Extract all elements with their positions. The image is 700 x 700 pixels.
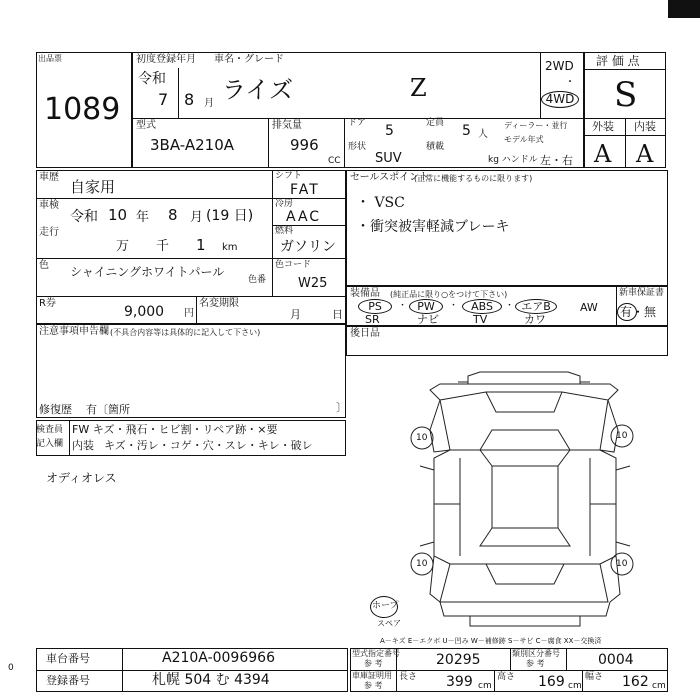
tire-fr: 10 — [616, 431, 628, 441]
notes-box — [36, 324, 346, 418]
name-change-day: 日 — [332, 308, 343, 321]
selling-sub: (正常に機能するものに限ります) — [414, 174, 533, 183]
equip-aw: AW — [580, 301, 598, 314]
cert-ref: 参 考 — [364, 681, 383, 690]
equipment-sub: (純正品に限り○をつけて下さい) — [390, 290, 508, 299]
manual-value: 有・無 — [620, 305, 657, 319]
door-label: ドア — [348, 118, 366, 128]
height-label: 高さ — [497, 672, 516, 682]
interior-grade: A — [636, 140, 654, 168]
top-left-label: 出品票 — [38, 54, 62, 63]
shape-value: SUV — [375, 151, 402, 166]
color-no-label: 色番 — [248, 275, 267, 285]
later-box — [346, 326, 668, 356]
later-label: 後日品 — [350, 328, 380, 339]
history-value: 自家用 — [70, 178, 116, 196]
handle-value: 左・右 — [540, 154, 573, 167]
model-value: 3BA-A210A — [150, 136, 235, 154]
ac-label: 冷房 — [275, 199, 294, 209]
category-value: 0004 — [598, 652, 634, 668]
displacement-value: 996 — [290, 136, 319, 154]
kg-handle-label: kg ハンドル — [488, 155, 538, 165]
cc-unit: CC — [328, 156, 341, 166]
car-name: ライズ — [222, 76, 294, 104]
fuel-value: ガソリン — [280, 239, 336, 255]
equip-tv: TV — [473, 313, 488, 326]
capacity-label: 定員 — [426, 118, 445, 128]
mileage-man: 万 — [116, 239, 130, 254]
height-value: 169 — [538, 674, 565, 690]
notes-label: 注意事項申告欄 — [39, 326, 109, 337]
first-reg-label: 初度登録年月 — [136, 54, 196, 65]
drive-4wd: 4WD — [541, 91, 579, 108]
model-year-label: モデル年式 — [504, 135, 544, 144]
drive-2wd: 2WD — [545, 59, 574, 73]
width-unit: cm — [652, 681, 666, 691]
designation-label: 型式指定番号 — [352, 649, 400, 658]
repair-close: 〕 — [336, 401, 347, 414]
repair-label: 修復歴 — [39, 403, 72, 416]
equip-abs: ABS — [462, 299, 502, 314]
width-label: 幅さ — [585, 672, 604, 682]
cert-label: 車庫証明用 — [352, 671, 392, 680]
width-value: 162 — [622, 674, 649, 690]
shift-value: FAT — [290, 182, 320, 198]
manual-label: 新車保証書 — [619, 288, 665, 298]
reg-month: 8 — [184, 90, 195, 109]
handwritten-note: オディオレス — [46, 471, 117, 485]
score-value: S — [614, 75, 638, 115]
name-change-label: 名変期限 — [199, 298, 239, 309]
exterior-grade: A — [594, 140, 612, 168]
chassis-label: 車台番号 — [46, 652, 90, 665]
length-label: 長さ — [399, 672, 418, 682]
name-change-month: 月 — [290, 308, 301, 321]
displacement-label: 排気量 — [272, 120, 302, 131]
interior-label: 内装 — [634, 120, 656, 133]
inspector-label1: 検査員 — [36, 425, 64, 435]
damage-legend: A－キズ E－エクボ U－凹み W－補修跡 S－サビ C－腐食 XX－交換済 — [380, 637, 602, 645]
tire-rr: 10 — [616, 559, 628, 569]
shift-label: シフト — [275, 171, 303, 181]
mileage-value: 1 — [196, 236, 206, 254]
reg-value: 札幌 504 む 4394 — [152, 672, 270, 688]
inspection-month: 8 — [168, 206, 178, 224]
yen-unit: 円 — [184, 308, 194, 319]
equip-leather: カワ — [524, 313, 546, 326]
selling-label: セールスポイント — [350, 172, 430, 183]
inspector-int-line: キズ・汚レ・コゲ・穴・スレ・キレ・破レ — [104, 439, 313, 452]
equip-navi: ナビ — [417, 313, 439, 326]
selling-line2: ・衝突被害軽減ブレーキ — [356, 219, 510, 235]
recycle-value: 9,000 — [124, 304, 165, 320]
tire-rl: 10 — [416, 559, 428, 569]
length-value: 399 — [446, 674, 473, 690]
mileage-sen: 千 — [156, 239, 170, 254]
spare-label: スペア — [377, 619, 401, 628]
chassis-value: A210A-0096966 — [162, 650, 275, 666]
km-unit: km — [222, 242, 238, 253]
notes-sub: (不具合内容等は具体的に記入して下さい) — [110, 328, 261, 337]
category-label: 類別区分番号 — [512, 649, 560, 658]
inspection-label: 車検 — [39, 200, 59, 211]
equip-airbag: エアB — [515, 299, 557, 314]
history-label: 車歴 — [39, 172, 59, 183]
exterior-label: 外装 — [592, 120, 614, 133]
color-code-label: 色コード — [275, 260, 312, 270]
ac-value: AAC — [286, 209, 322, 225]
score-label: 評 価 点 — [596, 54, 640, 68]
model-label: 型式 — [136, 120, 156, 131]
inspection-day: (19 日) — [206, 208, 254, 224]
selling-line1: ・ VSC — [356, 195, 405, 211]
reg-year: 7 — [158, 90, 169, 109]
load-label: 積載 — [426, 142, 445, 152]
color-label: 色 — [39, 260, 49, 271]
recycle-label: R券 — [39, 298, 56, 309]
length-unit: cm — [478, 681, 492, 691]
shape-label: 形状 — [348, 142, 367, 152]
repair-value: 有〔箇所 — [86, 403, 130, 416]
inspection-year: 10 — [108, 206, 128, 224]
grade: Z — [410, 74, 427, 102]
inspection-era: 令和 — [70, 209, 98, 225]
fuel-label: 燃料 — [275, 226, 294, 236]
equip-ps: PS — [358, 299, 392, 314]
inspection-year-unit: 年 — [136, 210, 150, 225]
person-unit: 人 — [478, 129, 488, 140]
height-unit: cm — [568, 681, 582, 691]
spare-note: ホープ — [372, 601, 399, 611]
dealer-label: ディーラー・並行 — [504, 121, 568, 130]
tire-fl: 10 — [416, 433, 428, 443]
lot-number: 1089 — [44, 92, 121, 127]
mileage-label: 走行 — [39, 227, 59, 238]
reg-label: 登録番号 — [46, 674, 90, 687]
reg-era: 令和 — [138, 71, 166, 87]
equipment-label: 装備品 — [350, 288, 380, 299]
color-value: シャイニングホワイトパール — [70, 265, 225, 279]
capacity-value: 5 — [462, 123, 471, 139]
car-damage-diagram — [400, 370, 650, 630]
inspector-ext-line: FW キズ・飛石・ヒビ割・リペア跡・×要 — [72, 423, 278, 436]
equip-pw: PW — [409, 299, 443, 314]
equip-sr: SR — [365, 313, 380, 326]
corner-mark — [668, 0, 700, 18]
inspection-month-unit: 月 — [190, 210, 204, 225]
designation-ref: 参 考 — [364, 659, 383, 668]
inspector-label2: 記入欄 — [36, 439, 64, 449]
designation-value: 20295 — [436, 652, 481, 668]
category-ref: 参 考 — [526, 659, 545, 668]
door-value: 5 — [385, 123, 394, 139]
name-grade-label: 車名・グレード — [214, 54, 284, 65]
inspector-int-label: 内装 — [72, 439, 94, 452]
reg-month-unit: 月 — [204, 98, 214, 109]
color-code-value: W25 — [298, 276, 328, 291]
